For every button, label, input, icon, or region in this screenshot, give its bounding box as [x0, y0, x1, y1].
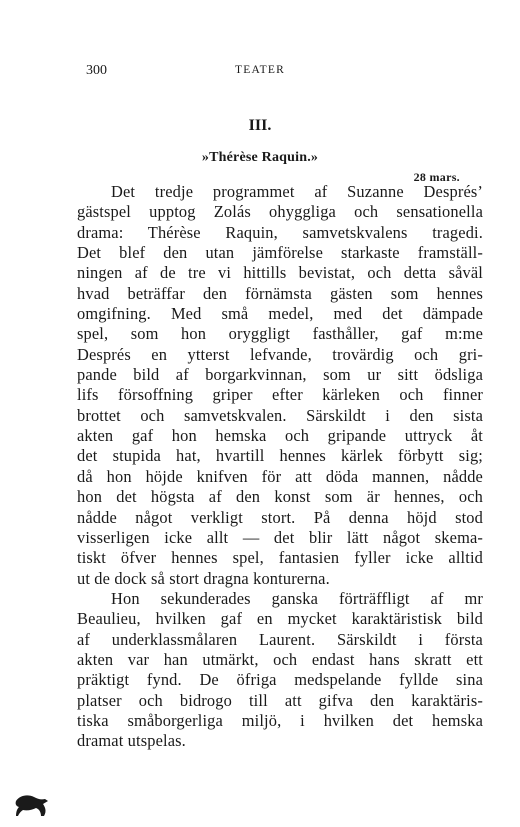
body-line: gästspel upptog Zolás ohyggliga och sensationella [77, 202, 483, 222]
body-line: då hon höjde knifven för att döda mannen, nådde [77, 466, 483, 486]
body-line: hvad beträffar den förnämsta gästen som hennes [77, 283, 483, 303]
body-line: tiska småborgerliga miljö, i hvilken det hemska [77, 710, 483, 730]
article-title: »Thérèse Raquin.» [201, 150, 319, 165]
body-line: visserligen icke allt — det blir lätt något skema- [77, 527, 483, 547]
body-line: lifs försoffning griper efter kärleken och finner [77, 385, 483, 405]
section-number: III. [248, 117, 272, 134]
body-line: drama: Thérèse Raquin, samvetskvalens tragedi. [77, 222, 483, 242]
printer-ornament-icon [14, 792, 50, 818]
body-line: tiskt öfver hennes spel, fantasien fyller icke alltid [77, 548, 483, 568]
body-line: nådde något verkligt stort. På denna höjd stod [77, 507, 483, 527]
body-line: pande bild af borgarkvinnan, som ur sitt ödsliga [77, 365, 483, 385]
page-number: 300 [86, 63, 107, 78]
body-line: Beaulieu, hvilken gaf en mycket karaktäristisk bild [77, 609, 483, 629]
body-line: ningen af de tre vi hittills bevistat, och detta såväl [77, 263, 483, 283]
body-line: platser och bidrogo till att gifva den karaktäris- [77, 690, 483, 710]
body-line: af underklassmålaren Laurent. Särskildt i första [77, 629, 483, 649]
body-line: Det tredje programmet af Suzanne Després’ [111, 182, 483, 201]
body-line: Hon sekunderades ganska förträffligt af mr [111, 588, 483, 608]
body-line: präktigt fynd. De öfriga medspelande fyllde sina [77, 670, 483, 690]
body-line: dramat utspelas. [77, 731, 186, 751]
running-title: TEATER [235, 64, 285, 76]
body-line: det stupida hat, hvartill hennes kärlek förbytt sig; [77, 446, 483, 466]
body-line: Det blef den utan jämförelse starkaste framställ- [77, 243, 483, 263]
body-line: spel, som hon oryggligt fasthåller, gaf m:me [77, 324, 483, 344]
body-line: Després en ytterst lefvande, trovärdig och gri- [77, 344, 483, 364]
article-body [77, 182, 483, 752]
body-line: akten gaf hon hemska och gripande uttryck åt [77, 426, 483, 446]
body-line: akten var han utmärkt, och endast hans skratt ett [77, 649, 483, 669]
body-line: brottet och samvetskvalen. Särskildt i den sista [77, 405, 483, 425]
body-line: ut de dock så stort dragna konturerna. [77, 568, 330, 588]
article-date: 28 mars. [413, 170, 460, 184]
body-line: hon det högsta af den konst som är hennes, och [77, 487, 483, 507]
running-header [0, 63, 520, 83]
body-line: omgifning. Med små medel, med det dämpade [77, 304, 483, 324]
